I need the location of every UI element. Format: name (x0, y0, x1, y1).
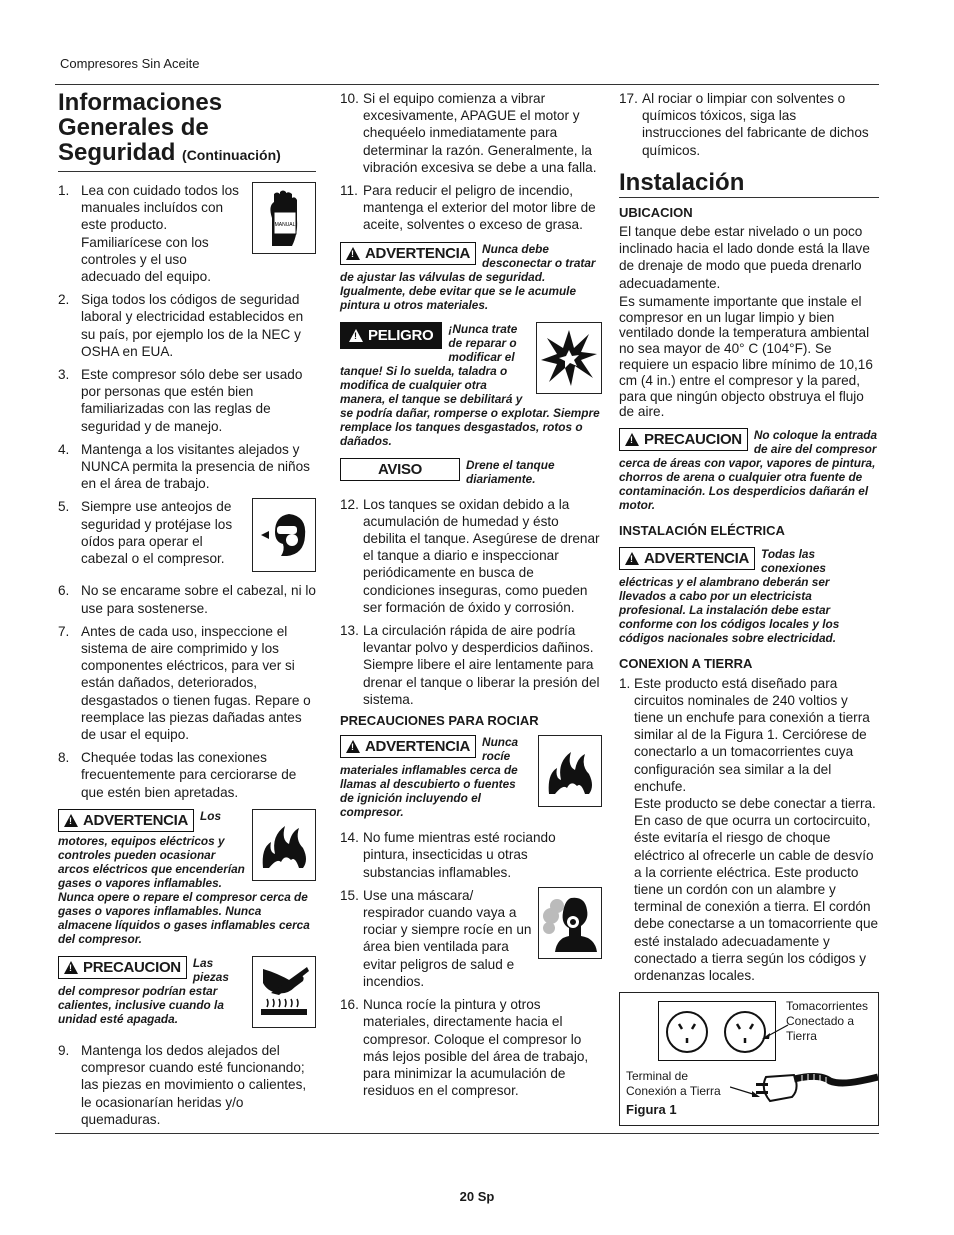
eye-ear-protection-icon (252, 498, 316, 572)
figure-1 (619, 992, 879, 1126)
warning-box: ! ADVERTENCIA Todas las conexiones eléctricas y el alambrano deberán ser llevados a cabo por un electricista profesional. La instalación debe estar conforme con los códigos locales y los códigos nacionales sobre electricidad. (619, 547, 879, 645)
list-item: 9. Mantenga los dedos alejados del compresor cuando esté funcionando; las piezas en movimiento o calientes, le ocasionarían heridas y/o quemaduras. (58, 1042, 307, 1127)
location-paragraph: El tanque debe estar nivelado o un poco inclinado hacia el lado donde está la llave de drenaje de modo que pueda drenarlo adecuadamente. (619, 224, 870, 291)
warning-triangle-icon (346, 247, 360, 260)
list-item: 7. Antes de cada uso, inspeccione el sistema de aire comprimido y los componentes eléctricos, para ver si están dañados, deteriorados, desgastados o tienen fugas. Repare o reemplace las piezas dañadas antes de usar el equipo. (58, 623, 311, 743)
warning-box: ! ADVERTENCIA Nunca debe desconectar o tratar de ajustar las válvulas de seguridad. Igualmente, debe evitar que se le acumule pintura u otros materiales. (340, 242, 602, 312)
outlet-label: Tomacorrientes Conectado a Tierra (786, 999, 869, 1044)
warning-box: ! ADVERTENCIA Los motores, equipos eléctricos y controles pueden ocasionar arcos eléctricos que encenderían gases o vapores inflamables. Nunca opere o repare el compresor cerca de gases o vapores inflamables. Nunca almacene líquidos o gases inflamables cerca del compresor. (58, 809, 316, 946)
location-heading: UBICACION (619, 204, 693, 220)
grounding-heading: CONEXION A TIERRA (619, 656, 753, 672)
warning-triangle-icon (346, 740, 360, 753)
caution-box: ! PRECAUCION Las piezas del compresor podrían estar calientes, inclusive cuando la unidad esté apagada. (58, 956, 316, 1032)
plug-icon (730, 1063, 878, 1113)
installation-title: Instalación (619, 169, 879, 198)
section-title-text: Informaciones Generales de Seguridad (58, 89, 223, 166)
list-item: 15. Use una máscara/ respirador cuando vaya a rociar y siempre rocíe en un área bien ventilada para evitar peligros de salud e incendios. (340, 887, 602, 990)
header-rule (55, 84, 879, 85)
warning-triangle-icon (625, 433, 639, 446)
caution-badge: ! PRECAUCION (619, 428, 748, 451)
list-item: 2. Siga todos los códigos de seguridad laboral y electricidad establecidos en su país, por ejemplo los de la NEC y OSHA en EUA. (58, 292, 304, 359)
warning-triangle-icon (625, 552, 639, 565)
list-item: 16. Nunca rocíe la pintura y otros materiales, directamente hacia el compresor. Coloque el compresor lo más lejos posible del área de trabajo, para minimizar la acumulación de residuos en el compresor. (340, 997, 589, 1099)
warning-triangle-icon (64, 961, 78, 974)
figure-caption: Figura 1 (626, 1102, 677, 1118)
electrical-heading: INSTALACIÓN ELÉCTRICA (619, 523, 785, 539)
caution-box: ! PRECAUCION No coloque la entrada de aire del compresor cerca de áreas con vapor, vapores de pintura, chorros de arena o cualquier otra fuente de contaminación. Los desperdicios dañarán el motor. (619, 428, 879, 512)
list-item: 10. Si el equipo comienza a vibrar excesivamente, APAGUE el motor y chequéelo inmediatamente para determinar la razón. Generalmente, la vibración excesiva se debe a una falla. (340, 91, 597, 175)
section-title (58, 90, 316, 172)
warning-box: ! ADVERTENCIA Nunca rocíe materiales inflamables cerca de llamas al descubierto o fuentes de ignición incluyendo el compresor. (340, 735, 602, 819)
section-title-suffix: (Continuación) (182, 147, 281, 163)
explosion-icon (536, 322, 602, 394)
terminal-label: Terminal de Conexión a Tierra (626, 1069, 721, 1099)
notice-box: AVISO Drene el tanque diariamente. (340, 458, 602, 486)
notice-badge: AVISO (340, 458, 460, 481)
list-item: 4. Mantenga a los visitantes alejados y NUNCA permita la presencia de niños en el área de trabajo. (58, 441, 310, 492)
list-item: 17. Al rociar o limpiar con solventes o químicos tóxicos, siga las instrucciones del fabricante de dichos químicos. (619, 91, 869, 158)
read-manual-icon (252, 182, 316, 254)
danger-badge: ! PELIGRO (340, 322, 442, 349)
warning-badge: ! ADVERTENCIA (340, 735, 476, 758)
column-1 (58, 90, 316, 1134)
column-2 (340, 90, 602, 1105)
warning-badge: ! ADVERTENCIA (58, 809, 194, 832)
page-number: 20 Sp (459, 1189, 495, 1204)
fire-icon (252, 809, 316, 881)
warning-badge: ! ADVERTENCIA (340, 242, 476, 265)
spray-heading: PRECAUCIONES PARA ROCIAR (340, 713, 539, 729)
list-item: 13. La circulación rápida de aire podría levantar polvo y desperdicios dañinos. Siempre libere el aire lentamente para drenar el tanque o liberar la presión del sistema. (340, 623, 600, 707)
list-item: 12. Los tanques se oxidan debido a la acumulación de humedad y ésto debilita el tanque. Asegúrese de drenar el tanque a diario e inspeccionar periódicamente en busca de condiciones inseguras, como pueden ser formación de óxido y corrosión. (340, 496, 600, 615)
list-item: 5. Siempre use anteojos de seguridad y protéjase los oídos para operar el cabezal o el compresor. (58, 498, 316, 576)
hot-surface-icon (252, 956, 316, 1028)
list-item: 8. Chequée todas las conexiones frecuentemente para cerciorarse de que estén bien apretadas. (58, 750, 297, 800)
page-header: Compresores Sin Aceite (60, 56, 200, 71)
caution-badge: ! PRECAUCION (58, 956, 187, 979)
list-item: 3. Este compresor sólo debe ser usado por personas que estén bien familiarizadas con las reglas de seguridad y de manejo. (58, 367, 303, 434)
warning-triangle-icon (349, 329, 363, 342)
list-item: 11. Para reducir el peligro de incendio, mantenga el exterior del motor libre de aceite, solventes o exceso de grasa. (340, 183, 596, 233)
respirator-icon (538, 887, 602, 959)
warning-badge: ! ADVERTENCIA (619, 547, 755, 570)
manual-label: MANUAL (274, 222, 296, 228)
location-paragraph: Es sumamente importante que instale el compresor en un lugar limpio y bien ventilado donde la temperatura ambiental no sea mayor de 40° C (104°F). Se requiere un espacio libre mínimo de 10,16 cm (4 in.) entre el compresor y la pared, para que ningún objecto obstruya el flujo de aire. (619, 293, 873, 420)
list-item: 1. Este producto está diseñado para circuitos nominales de 240 voltios y tiene un enchufe para conexión a tierra similar al de la Figura 1. Cerciórese de conectarlo a un tomacorrientes cuya configuración sea similar a la del enchufe. Este producto se debe conectar a tierra. En caso de que ocurra un cortocircuito, éste evitaría el riesgo de choque eléctrico al ofrecerle un cable de desvío a la corriente eléctrica. Este producto tiene un cordón con un alambre y terminal de conexión a tierra. El cordón debe conectarse a un tomacorriente que esté instalado adecuadamente y conectado a tierra según los códigos y ordenanzas locales. (619, 675, 879, 984)
danger-box: ! PELIGRO ¡Nunca trate de reparar o modificar el tanque! Si lo suelda, taladra o modifica de cualquier otra manera, el tanque se debilitará y se podría dañar, romperse o explotar. Siempre remplace los tanques desgastados, rotos o dañados. (340, 322, 602, 448)
list-item: 1. MANUAL Lea con cuidado todos los manuales incluídos con este producto. Familiarícese con los controles y el uso adecuado del equipo. (58, 182, 316, 285)
pointer-arrow-icon (760, 1023, 790, 1043)
footer-rule (55, 1133, 879, 1134)
column-3 (619, 90, 879, 1126)
list-item: 6. No se encarame sobre el cabezal, ni lo use para sostenerse. (58, 583, 316, 616)
fire-icon (538, 735, 602, 807)
list-item: 14. No fume mientras esté rociando pintura, insecticidas u otras substancias inflamables. (340, 830, 556, 880)
warning-triangle-icon (64, 814, 78, 827)
outlet-illustration (658, 1001, 776, 1061)
